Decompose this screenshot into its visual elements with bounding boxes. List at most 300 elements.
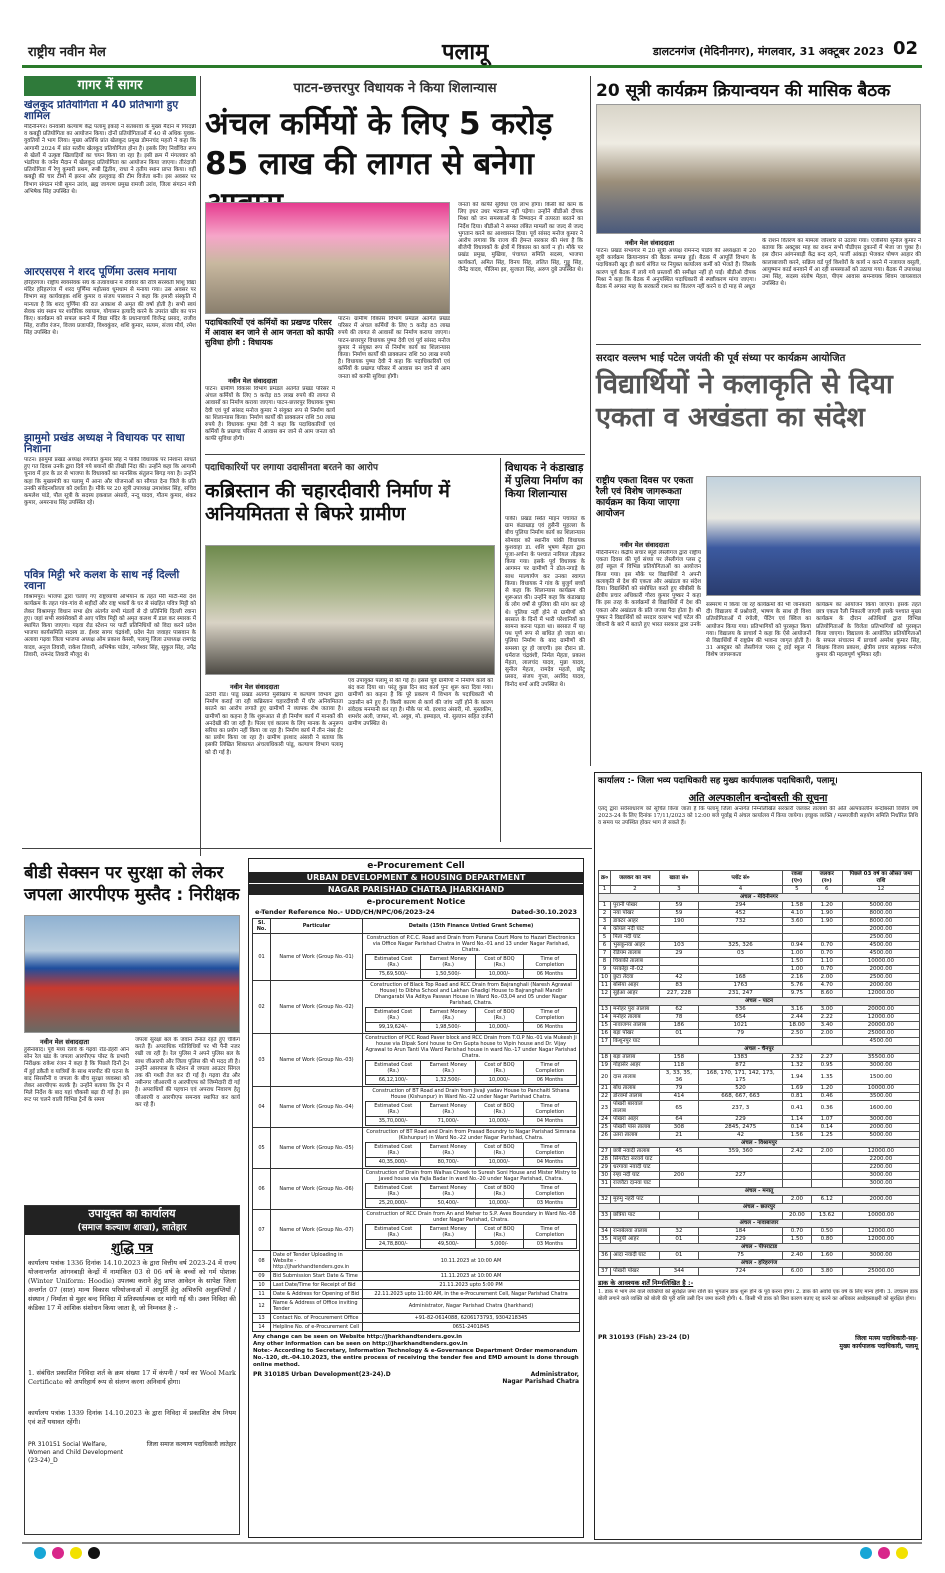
settlement-cell: 2.40 (783, 1252, 812, 1260)
settlement-cell: 1.32 (783, 1062, 812, 1070)
students-photo (706, 476, 921, 596)
story-subheading: राष्ट्रीय एकता दिवस पर एकता रैली एवं विशेष जागरूकता कार्यक्रम का किया जाएगा आयोजन (596, 476, 694, 519)
settlement-cell (699, 1156, 783, 1164)
settlement-cell: मनोहर पुरा तालाब (611, 1006, 660, 1014)
settlement-row (599, 1252, 920, 1260)
settlement-row (599, 950, 920, 958)
settlement-cell: 11 (599, 982, 611, 990)
tender-info-row (253, 1299, 580, 1314)
settlement-cell: परकोट्टा नौ-02 (611, 966, 660, 974)
notice-body: कार्यालय पत्रांक 1336 दिनांक 14.10.2023 के द्वारा वित्तीय वर्ष 2023-24 में राज्य योजनान्तर्गत आंगनबाड़ी केन्द्रों में नामांकित 03 से 06 वर्ष के बच्चों को गर्म पोशाक (Winter Uniform: Hoodie) उपलब्ध कराने हेतु प्राप्त आवेदन के सापेक्ष जिला अन्तर्गत 07 (सात) मान्य विकास परियोजनाओं में आपूर्ति हेतु अभिरुचि अनुज्ञप्तियाँ / संस्थान / निर्माता से मुहर बन्द निविदा में प्रतिस्पर्धात्मक दर मांगी गई थी। उक्त निविदा की कंडिका 17 में आंशिक संशोधन किया जाता है, जो निम्नवत है :- (28, 1259, 236, 1312)
tender-sl: 11 (253, 1290, 271, 1299)
tender-cost-label: Cost of BOQ (Rs.) (475, 1143, 523, 1158)
tender-cell: e-Procurement Cell (367, 861, 465, 871)
settlement-col-header: जलकर (र०) (811, 871, 842, 886)
conditions-body: 1. डाक में भाग लेने वाले व्यक्तियों को सुरक्षित जमा राशि का भुगतान डाक शुरू होने के पूर्व करना होगा। 2. डाक की अवधि एक वर्ष के लिए मान्य होगी। 3. उच्चतम डाक बोली लगाने वाले व्यक्ति को बोली की पूरी राशि उसी दिन जमा करनी होगी। 4. किसी भी डाक को बिना कारण बताए रद्द करने का अधिकार अधोहस्ताक्षरी को सुरक्षित होगा। (598, 1289, 918, 1302)
settlement-cell: पोखरी बारवाल तालाब (611, 1101, 660, 1116)
tender-cost-label: Cost of BOQ (Rs.) (475, 1184, 523, 1199)
settlement-cell (659, 1164, 698, 1172)
tender-cost-value: 75,69,500/- (366, 970, 421, 979)
tender-date: Dated-30.10.2023 (511, 908, 577, 916)
tender-work-details (363, 1087, 580, 1128)
settlement-cell: उतरा तालाब (611, 1132, 660, 1140)
settlement-cell (811, 934, 842, 942)
settlement-row (599, 1038, 920, 1046)
tender-cost-table (365, 1224, 577, 1249)
settlement-cell: 20000.00 (842, 1022, 919, 1030)
tender-info-value: Administrator, Nagar Parishad Chatra (Jharkhand) (363, 1299, 580, 1314)
settlement-cell (659, 934, 698, 942)
tender-cost-table (365, 1007, 577, 1032)
settlement-cell: 83 (659, 982, 698, 990)
tender-cost-value: 10,000/- (475, 1199, 523, 1208)
tender-info-row (253, 1272, 580, 1281)
meeting-photo (596, 104, 921, 234)
settlement-cell: 1.90 (811, 910, 842, 918)
tender-cost-value: 50,400/- (421, 1199, 475, 1208)
settlement-cell: 2500.00 (842, 974, 919, 982)
settlement-cell: 37 (599, 1268, 611, 1276)
settlement-cell (659, 958, 698, 966)
tender-sl: 05 (253, 1128, 271, 1169)
settlement-cell: 2200.00 (842, 1164, 919, 1172)
settlement-cell: 45 (659, 1148, 698, 1156)
tender-sl: 03 (253, 1034, 271, 1087)
settlement-cell: 35500.00 (842, 1054, 919, 1062)
tender-cost-label: Earnest Money (Rs.) (421, 1184, 475, 1199)
black-registration-mark (88, 1547, 100, 1559)
tender-cost-value: 66,12,100/- (366, 1076, 421, 1085)
tender-info-value: 0651-2401845 (363, 1323, 580, 1332)
settlement-cell: 34 (599, 1228, 611, 1236)
tender-cost-value: 04 Months (523, 1117, 576, 1126)
settlement-cell: 20000.00 (842, 1006, 919, 1014)
settlement-row (599, 958, 920, 966)
tender-sl: 04 (253, 1087, 271, 1128)
settlement-cell: 78 (659, 1014, 698, 1022)
story-body: संस्मरण में किया जा रहे कार्यक्रमों की भी जानकारी दी। विद्यालय में प्रश्नोत्तरी, भाषण के साथ ही विश्व प्रतियोगिताओं में रंगोली, पेंटिंग एवं क्विज का आयोजन किया गया। प्रतिभागियों को पुरस्कृत किया गया। विद्यालय के प्राचार्य ने कहा कि ऐसे आयोजनों से विद्यार्थियों में राष्ट्रप्रेम की भावना जागृत होती है। 31 अक्टूबर को लेस्लीगंज प्लस टू हाई स्कूल में विशेष जागरूकता (706, 602, 811, 659)
settlement-cell: नावाजगर तालाब (611, 1022, 660, 1030)
tender-cost-value: 80,700/- (421, 1158, 475, 1167)
settlement-cell: 1.14 (783, 1116, 812, 1124)
settlement-cell: 186 (659, 1022, 698, 1030)
settlement-cell: 30 (599, 1172, 611, 1180)
settlement-cell: 2.32 (783, 1054, 812, 1062)
settlement-index: 6 (811, 886, 842, 894)
settlement-cell: 13.62 (811, 1212, 842, 1220)
story-body: पाटन। झामुमो प्रखंड अध्यक्ष रणजीत कुमार सिंह ने पांकी विधायक पर निशाना साधते हुए गत दिवस उनके द्वारा दिये गये बयानों की तीखी निंदा की। उन्होंने कहा कि आगामी चुनाव में हार के डर से भाजपा के विधायकों का मानसिक संतुलन बिगड़ गया है। उन्होंने कहा कि मुख्यमंत्री का पलामू में आना और योजनाओं का सौगात देना जिले के प्रति उनकी संवेदनशीलता को दर्शाता है। मौके पर 20 सूत्री उपाध्यक्ष उमाशंकर सिंह, सचिव कमलेश पांडे, पौल सूत्री के सदस्य इकबाल अंसारी, नन्दू यादव, गौतम कुमार, शंकर कुमार, अमरनाथ सिंह उपस्थित रहे। (24, 457, 196, 507)
story-headline: विद्यार्थियों ने कलाकृति से दिया एकता व अखंडता का संदेश (596, 369, 893, 433)
settlement-cell: रंग्हा नदी घाट (611, 1172, 660, 1180)
settlement-cell: 1.56 (783, 1132, 812, 1140)
settlement-cell: 237, 3 (699, 1101, 783, 1116)
settlement-cell: 3, 33, 35, 36 (659, 1070, 698, 1085)
settlement-cell: 5.76 (783, 982, 812, 990)
notice-ending: कार्यालय पत्रांक 1339 दिनांक 14.10.2023 के द्वारा निविदा में प्रकाशित शेष नियम एवं शर्तें यथावत रहेंगी। (28, 1409, 236, 1426)
settlement-cell: 1021 (699, 1022, 783, 1030)
settlement-title: अति अल्पकालीन बन्दोबस्ती की सूचना (688, 793, 828, 804)
settlement-cell (699, 1196, 783, 1204)
byline: नवीन मेल संवाददाता (40, 1038, 89, 1046)
settlement-cell: 42 (659, 974, 698, 982)
tender-cost-value: 06 Months (523, 1076, 576, 1085)
tender-work-details (363, 1210, 580, 1251)
settlement-cell (783, 1172, 812, 1180)
settlement-index: 5 (783, 886, 812, 894)
tender-work-desc: Construction of PCC Road Paver block and RCC Drain from T.O.P No.-01 via Mukesh Ji house via Dipak Soni house to Om Gupta house to Vipin house and Dr. Vijay Agrawal to Arun Tanti Via Ward Parishad house in ward No.-17 under Nagar Parishad Chatra. (365, 1035, 577, 1059)
tender-cost-label: Estimated Cost (Rs.) (366, 1102, 421, 1117)
settlement-cell: 227, 228 (659, 990, 698, 998)
tender-reference: e-Tender Reference No.- UDD/CH/NPC/06/2023-24 (255, 908, 435, 916)
settlement-cell: बसिया आहर (611, 982, 660, 990)
settlement-pr-ref: PR 310193 (Fish) 23-24 (D) (598, 1334, 690, 1341)
settlement-row (599, 1093, 920, 1101)
settlement-cell: 10000.00 (842, 1212, 919, 1220)
tender-cost-label: Time of Completion (523, 1008, 576, 1023)
settlement-cell: 190 (659, 918, 698, 926)
tender-cost-values (366, 1199, 577, 1208)
tender-info-row (253, 1251, 580, 1272)
settlement-cell: नया पोखर (611, 910, 660, 918)
settlement-office: कार्यालय :- जिला भव्य पदाधिकारी सह मुख्य कार्यपालक पदाधिकारी, पलामू। (598, 776, 838, 786)
settlement-cell: 724 (699, 1268, 783, 1276)
settlement-section-row (599, 1220, 920, 1228)
tender-work-desc: Construction of Drain from Walhas Chowk to Suresh Soni House and Mister Mistry to Javed house via Fajla Badar in ward No.-20 under Nagar Parishad, Chatra. (365, 1170, 577, 1182)
settlement-section-row (599, 1188, 920, 1196)
tender-info-label: Helpline No. of e-Procurement Cell (271, 1323, 363, 1332)
settlement-row (599, 1196, 920, 1204)
tender-cost-value: 35,70,000/- (366, 1117, 421, 1126)
tender-info-row (253, 1281, 580, 1290)
settlement-cell: 0.50 (811, 1228, 842, 1236)
settlement-cell: 12000.00 (842, 1014, 919, 1022)
settlement-row (599, 934, 920, 942)
settlement-row (599, 1180, 920, 1188)
tender-work-details (363, 1128, 580, 1169)
settlement-cell: भुसकुनवा आहर (611, 942, 660, 950)
tender-info-value: +91-82-0614088, 6206173793, 9304218345 (363, 1314, 580, 1323)
settlement-cell: 2.00 (811, 974, 842, 982)
tender-cost-value: 25,20,000/- (366, 1199, 421, 1208)
settlement-cell: 4500.00 (842, 942, 919, 950)
settlement-cell: पुरानी पोखर (611, 902, 660, 910)
tender-work-name: Name of Work (Group No.-04) (271, 1087, 363, 1128)
tender-sl: 06 (253, 1169, 271, 1210)
tender-cost-value: 40,35,000/- (366, 1158, 421, 1167)
settlement-cell: 1383 (699, 1054, 783, 1062)
settlement-cell: 18 (599, 1054, 611, 1062)
settlement-cell: 1500.00 (842, 1070, 919, 1085)
settlement-cell: राजवैटा दानवा घाट (611, 1180, 660, 1188)
settlement-cell: 1.90 (811, 918, 842, 926)
settlement-cell: 01 (659, 1236, 698, 1244)
settlement-cell (811, 1164, 842, 1172)
settlement-row (599, 926, 920, 934)
story-body: जनता को काफी सुविधा एवं लाभ होगा। किसी को काम के लिए इधर उधर भटकना नहीं पड़ेगा। उन्होंने बीडीओ दीपक मिश्रा को जन समस्याओं के निष्पादन में तत्परता बरतने का निर्देश दिया। बीडीओ ने समस्त लंबित मामलों का जल्द से जल्द भुगतान करने का आश्वासन दिया। पूर्व सांसद मनोज कुमार ने आरोप लगाया कि राज्य की हेमन्त सरकार की मंशा है कि बीजेपी विधायकों के क्षेत्रों में विकास का कार्य न हो। मौके पर प्रखंड प्रमुख, मुखिया, पंचायत समिति सदस्य, भाजपा कार्यकर्ता, अमित सिंह, विनय सिंह, ललित सिंह, गुड्डू सिंह, जैनेंद्र यादव, पीलिमा झा, सुजाता सिंह, अरुण दुबे उपस्थित थे। (458, 202, 583, 273)
story-body: जपला सुरक्षा बल के जवान तैनात रहते हुए चेकिंग करते हैं। अपराधिक गतिविधियों पर भी पैनी नजर रखी जा रही है। रेल पुलिस ने अपने पुलिस बल के साथ जीआरपी और जिला पुलिस की भी मदद ली है। उन्होंने आसपास के स्टेशन से जपला आउटर सिंगल तक की गश्ती तेज कर दी गई है। गढ़वा रोड और नबीनगर जीआरपी व आरपीएफ को जिम्मेदारी दी गई है। अपराधियों की पहचान एवं अपराध निवारण हेतु जीआरपी व आरपीएफ समन्वय स्थापित कर कार्य कर रहे हैं। (135, 1037, 240, 1108)
settlement-cell: 10000.00 (842, 958, 919, 966)
tender-cost-label: Estimated Cost (Rs.) (366, 1008, 421, 1023)
tender-notice (248, 858, 584, 1538)
settlement-row (599, 1054, 920, 1062)
settlement-cell: 14 (599, 1014, 611, 1022)
tender-work-name: Name of Work (Group No.-01) (271, 934, 363, 981)
story-body: विश्रामपुर। भाजपा द्वारा चलाए गए राष्ट्रव्यापी अभियान के तहत मेरी माटी-मेरा देश कार्यक्रम के तहत गांव-गांव से शहीदों और राष्ट्र भक्तों के घर से संग्रहित पवित्र मिट्टी को लेकर विश्रामपुर विधान सभा क्षेत्र अंतर्गत सभी मंडलों से दो प्रतिनिधि दिल्ली रवाना हुए। जहां सभी स्वयंसेवकों से आए पवित्र मिट्टी को अमृत कलश में डाल कर स्मारक में स्थापित किया जाएगा। गढ़वा रोड स्टेशन पर पार्टी प्रतिनिधियों को विदा करने प्रदेश भाजपा कार्यसमिति सदस्य डा. ईश्वर सागर चंद्रवंशी, प्रदेश नेता जवाहर पासवान के अलावा गढ़वा जिला भाजपा अध्यक्ष ओम प्रकाश केसरी, पलामू जिला उपाध्यक्ष रामचंद्र यादव, अनुज तिवारी, राकेश तिवारी, अभिषेक पांडेय, नागेश्वर सिंह, सुकुल सिंह, उपेंद्र तिवारी, रामनंद तिवारी मौजूद थे। (24, 594, 196, 658)
byline: नवीन मेल संवाददाता (625, 239, 674, 247)
settlement-cell: 0.94 (783, 942, 812, 950)
settlement-cell: 65 (659, 1101, 698, 1116)
settlement-cell: 12000.00 (842, 990, 919, 998)
settlement-cell (699, 926, 783, 934)
settlement-cell (783, 1038, 812, 1046)
tender-cost-label: Estimated Cost (Rs.) (366, 1061, 421, 1076)
settlement-cell: 1.50 (783, 958, 812, 966)
settlement-cell: 5000.00 (842, 1132, 919, 1140)
masthead (22, 30, 922, 68)
settlement-cell: 294 (699, 902, 783, 910)
settlement-cell (783, 1180, 812, 1188)
settlement-section-row (599, 1046, 920, 1054)
story-body: के राशन वितरण का मामला जोरशोर से उठाया गया। एजेंसिया सुनील कुमार ने बताया कि अक्टूबर माह का राशन सभी पीडीएस दुकानों में भेजा जा चुका है। इस दौरान आंगनबाड़ी केंद्र बन्द रहने, फर्जी आंकड़ा भेजकर पोषण आहार की कालाबाजारी करने, सक्रिय वर्ड पूर्व किशोरों के कार्य न करने में नजायज वसूली, आयुष्मान कार्ड बनवाने में आ रही समस्याओं को उठाया गया। बैठक में उपाध्यक्ष उमा सिंह, सदस्य संतोष मेहता, पीएम आवास समन्वयक शिवम जायसवाल उपस्थित थे। (762, 238, 921, 288)
col-sl: Sl. No. (253, 919, 271, 934)
settlement-cell: 0.70 (811, 942, 842, 950)
settlement-cell: 15 (599, 1022, 611, 1030)
settlement-cell (699, 1164, 783, 1172)
tender-work-details (363, 1034, 580, 1087)
settlement-cell: 1763 (699, 982, 783, 990)
tender-row (253, 1128, 580, 1169)
tender-work-desc: Construction of RCC Drain from An and Meher to S.P. Aves Boundary in Ward No.-08 under Nagar Parishad, Chatra. (366, 1211, 576, 1223)
story-body: पाटन। प्रखंड सभागार में 20 सूत्री अध्यक्ष रामनन्द पांडेय की अध्यक्षता में 20 सूत्री कार्यक्रम क्रियान्वयन की बैठक सम्पन्न हुई। बैठक में आपूर्ति विभाग के पदाधिकारी खुद ही कार्य संचित पर नियुक्त कार्यालय कर्मी को भेजते हैं। जिसके कारण पूर्व बैठक में लाये गये प्रस्तावों की समीक्षा नहीं हो पाई। बीडीओ दीपक मिश्रा ने कहा कि बैठक में अनुपस्थित पदाधिकारी से स्पष्टीकरण मांगा जाएगा। बैठक में अगस्त माह के सरकारी राशन का वितरण नहीं करने व दो माह से अधूरा (596, 248, 756, 291)
settlement-section-row (599, 1260, 920, 1268)
tender-sl: 01 (253, 934, 271, 981)
settlement-cell: 1.20 (811, 1085, 842, 1093)
settlement-row (599, 918, 920, 926)
settlement-cell: 0.70 (811, 950, 842, 958)
tender-cost-value: 10,000/- (475, 1076, 523, 1085)
settlement-cell (659, 1038, 698, 1046)
settlement-cell: 01 (659, 1030, 698, 1038)
settlement-cell: 12000.00 (842, 1148, 919, 1156)
tender-work-details (363, 1169, 580, 1210)
settlement-cell: गोड़ासेर आहर (611, 1062, 660, 1070)
newspaper-brand: राष्ट्रीय नवीन मेल (28, 45, 106, 60)
settlement-cell: पोखरी पोखर (611, 1268, 660, 1276)
tender-cost-label: Estimated Cost (Rs.) (366, 1184, 421, 1199)
settlement-cell: 1600.00 (842, 1101, 919, 1116)
photo-caption: पदाधिकारियों एवं कर्मियों का प्रखण्ड परिसर में आवास बन जाने से आम जनता को काफी सुविधा होगी : विधायक (205, 318, 334, 347)
col-details: Details (15th Finance Untied Grant Scheme) (363, 919, 580, 934)
settlement-row (599, 1006, 920, 1014)
settlement-cell: 7 (599, 950, 611, 958)
settlement-row (599, 1212, 920, 1220)
settlement-cell: 25000.00 (842, 1030, 919, 1038)
tender-cost-label: Earnest Money (Rs.) (421, 1008, 476, 1023)
tender-cost-value: 06 Months (523, 970, 576, 979)
tender-info-label: Date & Address for Opening of Bid (271, 1290, 363, 1299)
settlement-cell: धरगावा नवादी घाट (611, 1164, 660, 1172)
tender-cost-table (365, 954, 577, 979)
tender-work-details (363, 934, 580, 981)
settlement-col-header: प्लॉट सं० (699, 871, 783, 886)
settlement-index: 2 (611, 886, 660, 894)
villagers-photo (205, 545, 495, 675)
settlement-cell: 184 (699, 1228, 783, 1236)
settlement-block-name: अंचल - चैनपुर (599, 1046, 920, 1054)
byline: नवीन मेल संवाददाता (620, 541, 669, 549)
settlement-cell: 118 (659, 1062, 698, 1070)
tender-footnote: Any other information can be seen on http://jharkhandtenders.gov.in (253, 1341, 468, 1347)
tender-cost-label: Estimated Cost (Rs.) (366, 955, 421, 970)
tender-info-row (253, 1290, 580, 1299)
settlement-cell: 6.00 (783, 1268, 812, 1276)
settlement-cell: पोखरी पांस तालाब (611, 1124, 660, 1132)
tender-sl: 07 (253, 1210, 271, 1251)
tender-cost-label: Cost of BOQ (Rs.) (475, 955, 523, 970)
magenta-registration-mark (52, 1547, 64, 1559)
story-headline: विधायक ने कंडाखाड़ में पुलिया निर्माण का किया शिलान्यास (505, 462, 584, 500)
settlement-cell: 3500.00 (842, 1093, 919, 1101)
settlement-cell (699, 934, 783, 942)
settlement-cell: 9 (599, 966, 611, 974)
settlement-cell: 4.70 (811, 982, 842, 990)
settlement-section-row (599, 1244, 920, 1252)
settlement-cell: 4 (599, 926, 611, 934)
settlement-cell: 1.10 (811, 958, 842, 966)
settlement-cell (659, 926, 698, 934)
tender-work-name: Name of Work (Group No.-07) (271, 1210, 363, 1251)
settlement-cell: 25 (599, 1124, 611, 1132)
notice-office: उपायुक्त का कार्यालय (25, 1206, 239, 1222)
settlement-cell: 0.80 (811, 1236, 842, 1244)
settlement-cell: 3000.00 (842, 1252, 919, 1260)
settlement-cell (783, 926, 812, 934)
tender-cost-values (366, 1076, 577, 1085)
settlement-section-row (599, 1140, 920, 1148)
settlement-cell: 03 (699, 950, 783, 958)
left-column (24, 100, 196, 930)
column-divider (500, 458, 501, 842)
settlement-cell: 3.80 (811, 1268, 842, 1276)
tender-work-desc: Construction of P.C.C. Road and Drain from Purana Court More to Hazari Electronics via Office Nagar Parishad Chatra in Ward No.-01 and 13 under Nagar Parishad, Chatra. (366, 935, 576, 953)
settlement-cell: 01 (659, 1252, 698, 1260)
tender-cost-value: 1,32,500/- (421, 1076, 476, 1085)
tender-sl: 02 (253, 981, 271, 1034)
settlement-cell: 2.27 (811, 1054, 842, 1062)
tender-info-row (253, 1323, 580, 1332)
column-divider (200, 76, 201, 856)
settlement-cell: 12000.00 (842, 1228, 919, 1236)
tender-sign: Nagar Parishad Chatra (502, 1378, 579, 1385)
settlement-cell: 158 (659, 1054, 698, 1062)
settlement-cell: 2.00 (811, 1030, 842, 1038)
tender-info-row (253, 1314, 580, 1323)
settlement-cell: 4500.00 (842, 1038, 919, 1046)
story-headline: कब्रिस्तान की चहारदीवारी निर्माण में अनियमितता से बिफरे ग्रामीण (205, 480, 450, 525)
settlement-cell: 20 (599, 1070, 611, 1085)
settlement-cell: 35 (599, 1236, 611, 1244)
tender-sl: 13 (253, 1314, 271, 1323)
settlement-cell: 1.94 (783, 1070, 812, 1085)
tender-work-name: Name of Work (Group No.-05) (271, 1128, 363, 1169)
settlement-cell: 103 (659, 942, 698, 950)
tender-work-desc: Construction of BT Road and Drain from Prasad Boundry to Nagar Parishad Simrana (Kishunpur) in Ward No.-22 under Nagar Parishad, Chatra. (366, 1129, 576, 1141)
tender-cost-label: Cost of BOQ (Rs.) (475, 1008, 523, 1023)
settlement-cell: 168 (699, 974, 783, 982)
column-divider (590, 76, 591, 766)
settlement-cell: 0.36 (811, 1101, 842, 1116)
tender-cost-head (366, 1061, 577, 1076)
settlement-cell: 5 (599, 934, 611, 942)
settlement-cell: 200 (659, 1172, 698, 1180)
tender-cost-label: Time of Completion (523, 955, 576, 970)
story-body: पांकी। प्रखंड स्थित माइन पंचायत के ग्राम कंडाखाड़ एवं हुसैनी मुहल्ला के बीच पुलिया निर्माण कार्य का शिलान्यास सोमवार को स्थानीय पांकी विधायक कुशवाहा डा. शशि भूषण मेहता द्वारा पूजा-अर्चना के पश्चात नारियल तोड़कर किया गया। इसके पूर्व विधायक के आगमन पर ग्रामीणों ने ढोल-नगाड़े के साथ माल्यार्पण कर उनका स्वागत किया। विधायक ने गांव के बुजुर्ग बच्चों से कहा कि शिलान्यास कार्यक्रम की शुरूआत की। उन्होंने कहा कि कंडाखाड़ के लोग वर्षों से पुलिया की मांग कर रहे थे। पुलिया नहीं होने से ग्रामीणों को बरसात के दिनों में भारी परेशानियों का सामना करना पड़ता था। बरसात में यह पथ पूर्ण रूप से बाधित हो जाता था। पुलिया निर्माण के बाद ग्रामीणों की समस्या दूर हो जाएगी। इस दौरान प्रो. धर्मराज चंद्रवंशी, निर्मल मेहता, प्रकाश मेहता, लालचंद यादव, मुन्ना यादव, सुनील मेहता, रामदेव महतो, छोटू प्रसाद, संजय गुप्ता, अरविंद यादव, विनोद शर्मा आदि उपस्थित थे। (505, 516, 585, 688)
settlement-cell: 2.00 (811, 1148, 842, 1156)
settlement-row (599, 1164, 920, 1172)
settlement-row (599, 1030, 920, 1038)
left-column-band: गागर में सागर (24, 76, 196, 96)
settlement-cell: 0.41 (783, 1101, 812, 1116)
settlement-cell: 9.75 (783, 990, 812, 998)
settlement-index-row (599, 886, 920, 894)
settlement-cell: दास तालाब (611, 1070, 660, 1085)
tender-work-desc: Construction of BT Road and Drain from Jivaji yadav House to Panchaiti Sthana House (Kishunpur) in Ward No.-22 under Nagar Parishad Chatra. (372, 1088, 570, 1100)
story-body: उंटारी रोड। पांडू प्रखंड अंतर्गत मुसीखाप में कल्याण विभाग द्वारा निर्माण कराई जा रही कब्रिस्तान चहारदीवारी में घोर अनियमितता बरतने का आरोप लगाते हुए ग्रामीणों ने व्यापक रोष जताया है। ग्रामीणों का कहना है कि शुरूआत से ही निर्माण कार्य में मानकों की अनदेखी की जा रही है। पिलर एवं कालम के लिए मानक के अनुरूप सरिया का प्रयोग नहीं किया जा रहा है। निर्माण कार्य में तीन नंबर ईंट का प्रयोग किया जा रहा है। ग्रामीण इरशाद अंसारी ने बताया कि इसकी लिखित शिकायत अंचलाधिकारी पांडू, कल्याण विभाग पलामू को दी गई है। (205, 692, 343, 756)
settlement-cell (811, 1038, 842, 1046)
settlement-cell: 2000.00 (842, 926, 919, 934)
settlement-cell: 452 (699, 910, 783, 918)
story-body: कार्यक्रम का आयोजन किया जाएगा। इसके तहत छात्र एकता रैली निकाली जाएगी इसके पश्चात मुख्य कार्यक्रम के दौरान अतिथियों द्वारा विभिन्न प्रतियोगिताओं के विजेता प्रतिभागियों को पुरस्कृत किया जाएगा। विद्यालय के आयोजित प्रतियोगिताओं के सफल संचालन में प्राचार्य अमरेश कुमार सिंह, शिक्षक विजय प्रकाश, क्षेत्रीय प्रचार सहायक मनोज कुमार की महत्वपूर्ण भूमिका रही। (816, 602, 921, 659)
settlement-cell: 2000.00 (842, 966, 919, 974)
story-title: आरएसएस ने शरद पूर्णिमा उत्सव मनाया (24, 266, 177, 279)
notice-title: शुद्धि पत्र (111, 1241, 153, 1256)
settlement-cell: रानाबेलवा तालाब (611, 1228, 660, 1236)
settlement-row (599, 1022, 920, 1030)
settlement-cell: बड़ा पोखर (611, 1030, 660, 1038)
settlement-cell: 20.00 (783, 1212, 812, 1220)
tender-work-name: Name of Work (Group No.-02) (271, 981, 363, 1034)
tender-work-name: Name of Work (Group No.-06) (271, 1169, 363, 1210)
settlement-cell: 1 (599, 902, 611, 910)
settlement-col-header: पिछले 03 वर्ष का औसत जमा राशि (842, 871, 919, 886)
tender-cost-label: Earnest Money (Rs.) (421, 1225, 475, 1240)
settlement-block-name: अंचल - पाटन (599, 998, 920, 1006)
settlement-cell: 231, 247 (699, 990, 783, 998)
settlement-cell: किशुनपुर घाट (611, 1038, 660, 1046)
settlement-cell: 308 (659, 1124, 698, 1132)
story-title: झामुमो प्रखंड अध्यक्ष ने विधायक पर साधा निशाना (24, 432, 185, 456)
tender-cost-values (366, 1158, 577, 1167)
tender-cost-label: Earnest Money (Rs.) (421, 1061, 476, 1076)
tender-info-value: 10.11.2023 at 10:00 AM (363, 1251, 580, 1272)
settlement-cell: 2500.00 (842, 934, 919, 942)
settlement-cell (811, 1156, 842, 1164)
train-photo (24, 915, 240, 1033)
settlement-cell: 0.46 (811, 1093, 842, 1101)
settlement-cell: 1.25 (811, 1132, 842, 1140)
settlement-cell: 16 (599, 1030, 611, 1038)
settlement-sign: मुख्य कार्यपालक पदाधिकारी, पलामू (839, 1343, 918, 1350)
settlement-cell: 6 (599, 942, 611, 950)
settlement-row (599, 1101, 920, 1116)
tender-cost-values (366, 1240, 577, 1249)
settlement-cell: रेडियम तालाब (611, 950, 660, 958)
settlement-cell (699, 1038, 783, 1046)
settlement-row (599, 942, 920, 950)
tender-cost-table (365, 1060, 577, 1085)
settlement-col-header: रकबा (ए०) (783, 871, 812, 886)
tender-table (252, 918, 580, 1332)
